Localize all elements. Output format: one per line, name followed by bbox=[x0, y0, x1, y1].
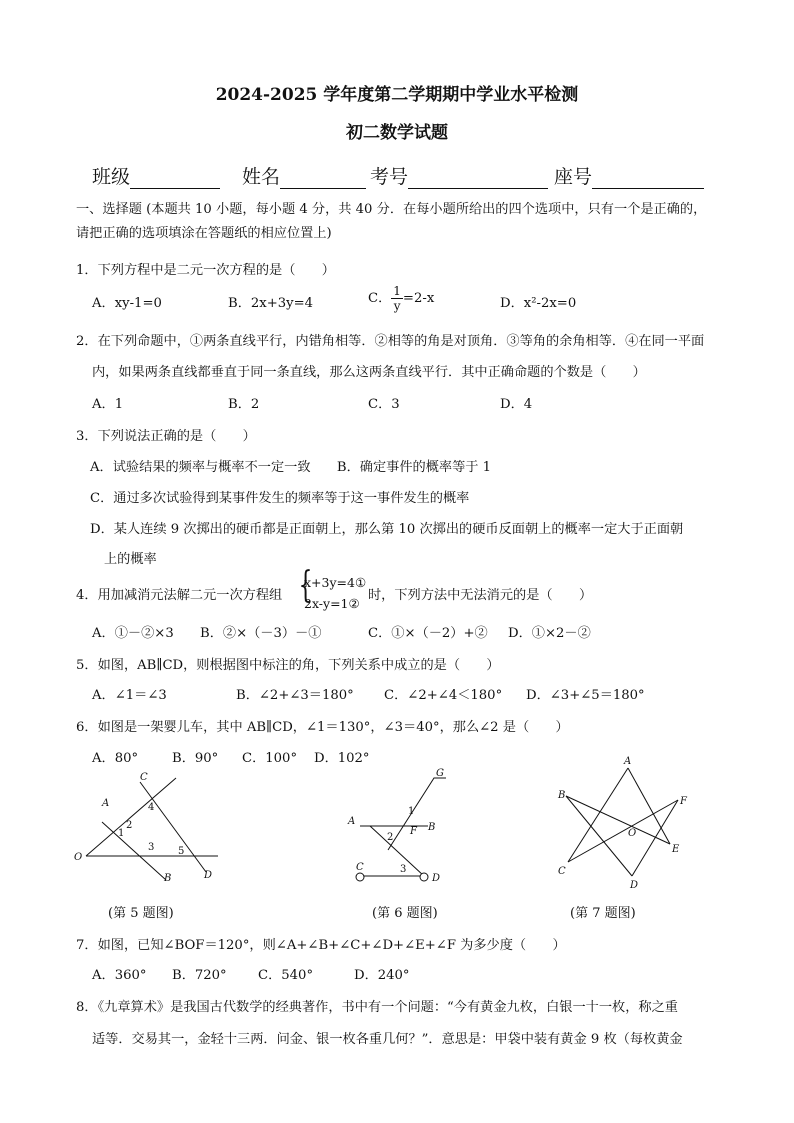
fig6-angle-3: 3 bbox=[400, 864, 407, 875]
fig5-line-ab bbox=[102, 822, 166, 880]
q6-option-b[interactable]: B．90° bbox=[172, 751, 219, 766]
q6-stem: 6．如图是一架婴儿车，其中 AB∥CD，∠1＝130°，∠3＝40°，那么∠2 是（ ） bbox=[76, 720, 569, 735]
q4-option-c[interactable]: C．①×（－2）+② bbox=[368, 626, 488, 641]
fig7-label-d: D bbox=[630, 880, 639, 891]
fig6-handle-line bbox=[388, 778, 446, 850]
fig5-caption: (第 5 题图) bbox=[108, 906, 174, 921]
seat-field[interactable] bbox=[554, 162, 704, 189]
class-blank[interactable] bbox=[130, 170, 220, 189]
q4-option-d[interactable]: D．①×2－② bbox=[508, 626, 591, 641]
q7-stem: 7．如图，已知∠BOF＝120°，则∠A+∠B+∠C+∠D+∠E+∠F 为多少度（ ） bbox=[76, 938, 566, 953]
q8-line2: 适等．交易其一，金轻十三两．问金、银一枚各重几何？”．意思是：甲袋中装有黄金 9 枚（每枚黄金 bbox=[92, 1032, 683, 1047]
exam-subtitle: 初二数学试题 bbox=[346, 123, 448, 143]
fig7-label-o: O bbox=[628, 828, 637, 839]
fig6-angle-2: 2 bbox=[387, 832, 394, 843]
q3-option-d-line1[interactable]: D．某人连续 9 次掷出的硬币都是正面朝上，那么第 10 次掷出的硬币反面朝上的概率一定大于正面朝 bbox=[90, 522, 684, 537]
exam-number-field[interactable] bbox=[370, 162, 548, 189]
fig7-line-fc bbox=[568, 800, 678, 862]
name-field[interactable] bbox=[242, 162, 366, 189]
q6-option-c[interactable]: C．100° bbox=[242, 751, 298, 766]
fig6-label-g: G bbox=[436, 768, 444, 779]
q7-option-b[interactable]: B．720° bbox=[172, 968, 227, 983]
q2-option-c[interactable]: C．3 bbox=[368, 397, 400, 412]
fig5-angle-2: 2 bbox=[126, 820, 133, 831]
fig7-line-fd bbox=[632, 800, 678, 876]
q1-option-c-suffix: =2-x bbox=[402, 291, 435, 306]
q8-line1: 8．《九章算术》是我国古代数学的经典著作，书中有一个问题：“今有黄金九枚，白银一十一枚，称之重 bbox=[76, 1000, 678, 1015]
fig5-angle-3: 3 bbox=[148, 842, 155, 853]
q4-stem-pre: 4．用加减消元法解二元一次方程组 bbox=[76, 588, 283, 603]
fig5-angle-5: 5 bbox=[178, 846, 185, 857]
q6-option-d[interactable]: D．102° bbox=[314, 751, 370, 766]
q1-option-d[interactable]: D．x²-2x=0 bbox=[500, 296, 577, 311]
fig5-label-o: O bbox=[74, 852, 83, 863]
fig5-label-c: C bbox=[140, 772, 148, 783]
q6-option-a[interactable]: A．80° bbox=[92, 751, 139, 766]
q3-stem: 3．下列说法正确的是（ ） bbox=[76, 429, 256, 444]
q3-option-a-b[interactable]: A．试验结果的频率与概率不一定一致 B．确定事件的概率等于 1 bbox=[90, 460, 492, 475]
name-blank[interactable] bbox=[280, 170, 366, 189]
section-instructions-line1: 一、选择题 (本题共 10 小题，每小题 4 分，共 40 分．在每小题所给出的四个选项中，只有一个是正确的， bbox=[76, 202, 707, 217]
name-label: 姓名 bbox=[242, 166, 281, 188]
q1-fraction-denominator: y bbox=[393, 299, 401, 313]
class-label: 班级 bbox=[92, 166, 131, 188]
q1-option-a[interactable]: A．xy-1=0 bbox=[92, 296, 162, 311]
q2-line1: 2．在下列命题中，①两条直线平行，内错角相等．②相等的角是对顶角．③等角的余角相等．④在同一平面 bbox=[76, 334, 705, 349]
fig5-line-oa bbox=[86, 778, 176, 856]
fig6-angle-1: 1 bbox=[408, 806, 415, 817]
q2-option-a[interactable]: A．1 bbox=[92, 397, 124, 412]
fig5-label-b: B bbox=[164, 873, 172, 884]
seat-blank[interactable] bbox=[592, 170, 704, 189]
fig6-label-c: C bbox=[356, 862, 364, 873]
q4-option-a[interactable]: A．①－②×3 bbox=[92, 626, 174, 641]
q7-option-a[interactable]: A．360° bbox=[92, 968, 147, 983]
q4-option-b[interactable]: B．②×（－3）－① bbox=[200, 626, 322, 641]
fig5-label-d: D bbox=[204, 870, 213, 881]
q2-option-d[interactable]: D．4 bbox=[500, 397, 533, 412]
figure-5 bbox=[70, 768, 230, 888]
fig7-line-be bbox=[566, 796, 670, 844]
fig5-line-cd bbox=[140, 782, 206, 872]
q1-option-c-prefix: C． bbox=[368, 291, 392, 306]
fig6-caption: (第 6 题图) bbox=[372, 906, 438, 921]
fig7-line-bd bbox=[566, 796, 632, 876]
class-field[interactable] bbox=[92, 162, 220, 189]
section-instructions-line2: 请把正确的选项填涂在答题纸的相应位置上) bbox=[76, 226, 332, 241]
fig5-angle-4: 4 bbox=[148, 802, 155, 813]
q1-option-b[interactable]: B．2x+3y=4 bbox=[228, 296, 314, 311]
figure-7 bbox=[548, 752, 698, 892]
seat-label: 座号 bbox=[554, 166, 593, 188]
exam-title: 2024-2025 学年度第二学期期中学业水平检测 bbox=[215, 85, 579, 105]
fig6-label-f: F bbox=[410, 826, 417, 837]
q4-stem-post: 时，下列方法中无法消元的是（ ） bbox=[368, 588, 593, 603]
q2-option-b[interactable]: B．2 bbox=[228, 397, 260, 412]
fig7-label-a: A bbox=[624, 756, 632, 767]
q5-option-b[interactable]: B．∠2+∠3＝180° bbox=[236, 688, 354, 703]
q3-option-d-line2: 上的概率 bbox=[104, 552, 157, 567]
fig7-label-f: F bbox=[680, 796, 687, 807]
fig7-label-b: B bbox=[558, 790, 566, 801]
q1-stem: 1．下列方程中是二元一次方程的是（ ） bbox=[76, 263, 335, 278]
fig5-angle-1: 1 bbox=[118, 828, 125, 839]
q1-fraction-numerator: 1 bbox=[393, 284, 401, 298]
q3-option-c[interactable]: C．通过多次试验得到某事件发生的频率等于这一事件发生的概率 bbox=[90, 491, 470, 506]
q5-option-c[interactable]: C．∠2+∠4＜180° bbox=[384, 688, 503, 703]
q2-line2: 内，如果两条直线都垂直于同一条直线，那么这两条直线平行．其中正确命题的个数是（ ） bbox=[92, 365, 646, 380]
q4-system-brace: { bbox=[298, 565, 313, 606]
fig7-line-ac bbox=[568, 768, 628, 862]
q5-option-a[interactable]: A．∠1＝∠3 bbox=[92, 688, 167, 703]
fig6-label-d: D bbox=[432, 873, 441, 884]
q1-fraction bbox=[391, 284, 403, 313]
exam-number-blank[interactable] bbox=[408, 170, 548, 189]
fig6-label-a: A bbox=[348, 816, 356, 827]
fig7-label-c: C bbox=[558, 866, 566, 877]
fig7-label-e: E bbox=[672, 844, 680, 855]
q7-option-c[interactable]: C．540° bbox=[258, 968, 314, 983]
q7-option-d[interactable]: D．240° bbox=[354, 968, 410, 983]
exam-number-label: 考号 bbox=[370, 166, 409, 188]
q4-equation-1: x+3y=4① bbox=[304, 575, 367, 590]
q5-stem: 5．如图，AB∥CD，则根据图中标注的角，下列关系中成立的是（ ） bbox=[76, 658, 500, 673]
fig6-wheel-left bbox=[356, 873, 364, 881]
q1-option-c[interactable] bbox=[368, 284, 434, 313]
fig6-label-b: B bbox=[428, 822, 436, 833]
q5-option-d[interactable]: D．∠3+∠5＝180° bbox=[526, 688, 645, 703]
q4-equation-2: 2x-y=1② bbox=[304, 596, 360, 611]
fig5-label-a: A bbox=[102, 798, 110, 809]
figure-6 bbox=[340, 764, 470, 892]
fig7-caption: (第 7 题图) bbox=[570, 906, 636, 921]
fig6-wheel-right bbox=[420, 873, 428, 881]
